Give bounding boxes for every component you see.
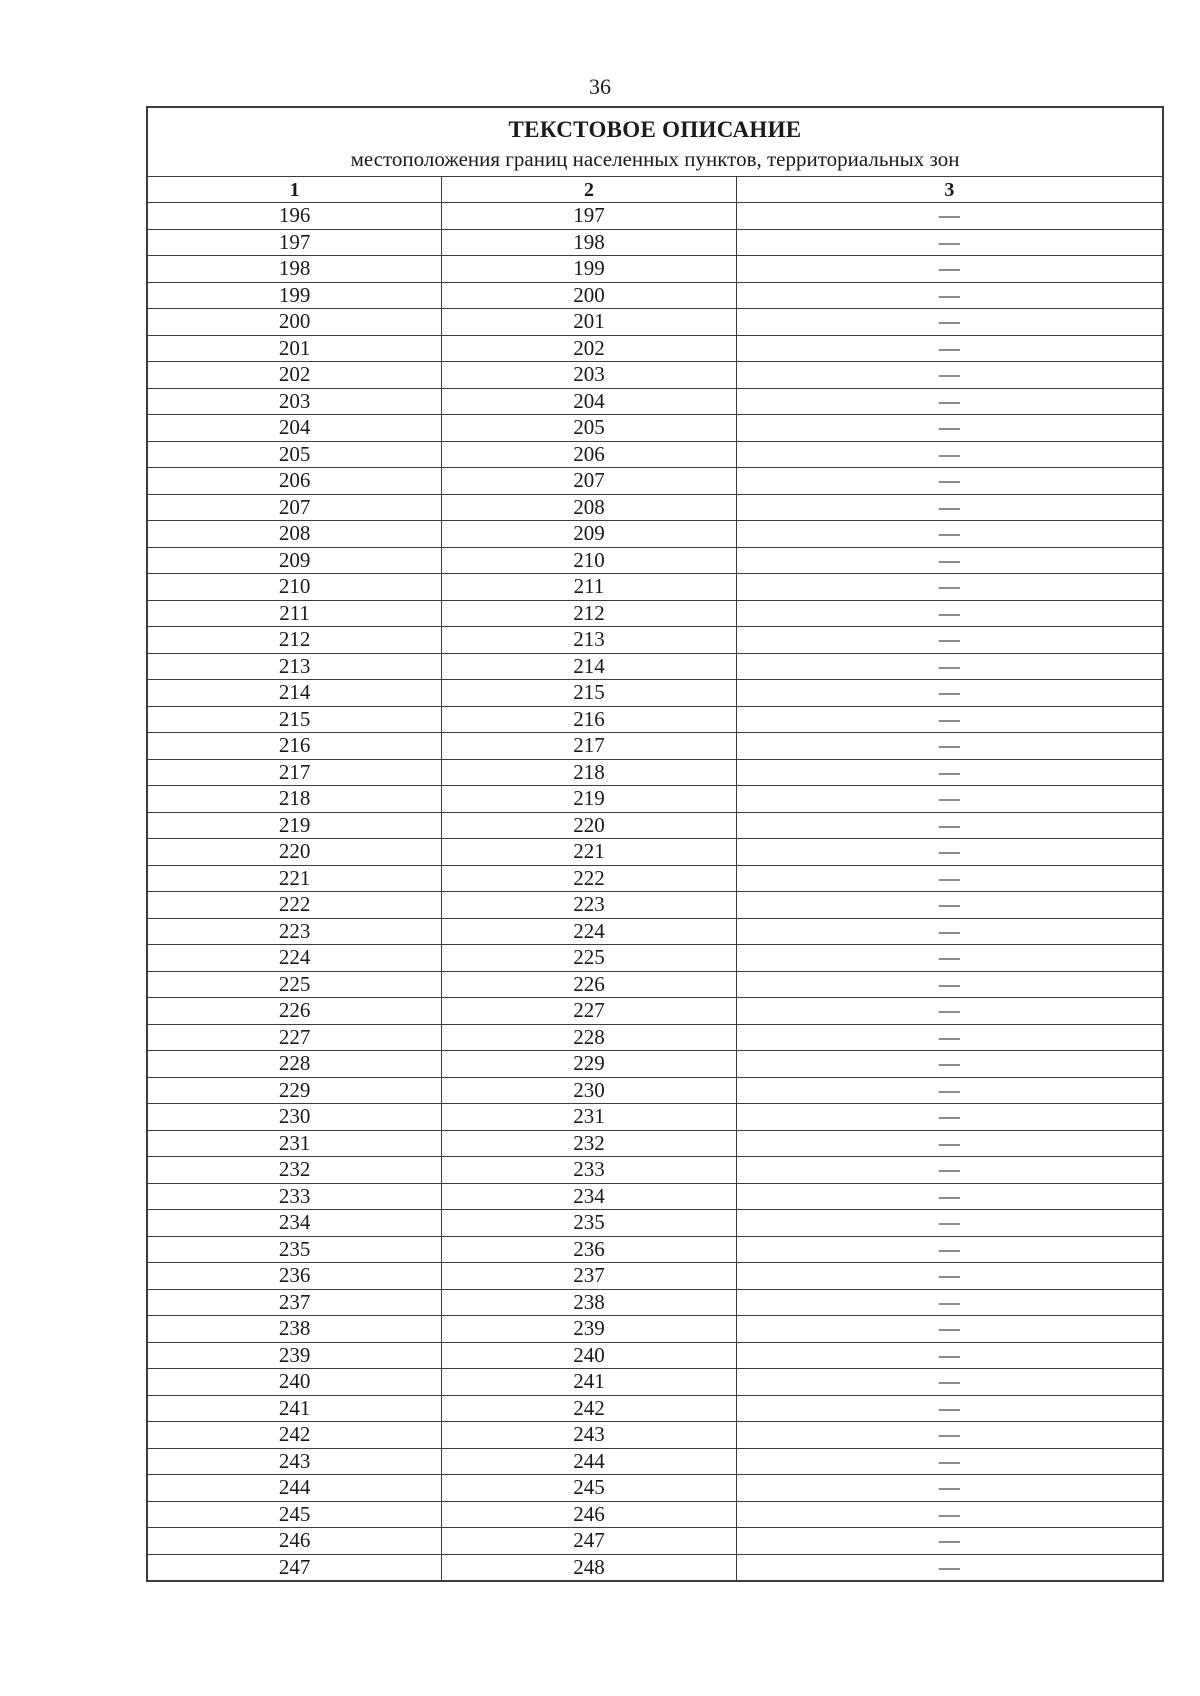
table-row bbox=[147, 706, 1163, 733]
table-cell-col1: 203 bbox=[147, 388, 442, 415]
table-row bbox=[147, 1448, 1163, 1475]
table-row bbox=[147, 1501, 1163, 1528]
table-row bbox=[147, 865, 1163, 892]
table-cell-col1: 236 bbox=[147, 1263, 442, 1290]
table-cell-col2: 223 bbox=[442, 892, 737, 919]
table-cell-col2: 215 bbox=[442, 680, 737, 707]
table-cell-col1: 196 bbox=[147, 203, 442, 230]
table-cell-col3: — bbox=[736, 1395, 1163, 1422]
table-row bbox=[147, 1130, 1163, 1157]
table-cell-col3: — bbox=[736, 945, 1163, 972]
boundary-description-table bbox=[146, 106, 1164, 1582]
table-cell-col3: — bbox=[736, 309, 1163, 336]
table-row bbox=[147, 388, 1163, 415]
table-cell-col1: 221 bbox=[147, 865, 442, 892]
table-cell-col3: — bbox=[736, 733, 1163, 760]
table-row bbox=[147, 680, 1163, 707]
table-cell-col3: — bbox=[736, 1104, 1163, 1131]
table-row bbox=[147, 1395, 1163, 1422]
table-cell-col3: — bbox=[736, 574, 1163, 601]
table-row bbox=[147, 1077, 1163, 1104]
table-cell-col2: 203 bbox=[442, 362, 737, 389]
table-cell-col1: 241 bbox=[147, 1395, 442, 1422]
table-cell-col2: 214 bbox=[442, 653, 737, 680]
table-cell-col1: 234 bbox=[147, 1210, 442, 1237]
table-cell-col2: 233 bbox=[442, 1157, 737, 1184]
table-cell-col3: — bbox=[736, 1157, 1163, 1184]
table-row bbox=[147, 733, 1163, 760]
table-cell-col3: — bbox=[736, 759, 1163, 786]
table-cell-col2: 228 bbox=[442, 1024, 737, 1051]
table-cell-col1: 246 bbox=[147, 1528, 442, 1555]
table-cell-col3: — bbox=[736, 812, 1163, 839]
table-row bbox=[147, 203, 1163, 230]
table-cell-col3: — bbox=[736, 1183, 1163, 1210]
table-cell-col2: 213 bbox=[442, 627, 737, 654]
table-cell-col1: 222 bbox=[147, 892, 442, 919]
table-cell-col2: 210 bbox=[442, 547, 737, 574]
table-cell-col1: 197 bbox=[147, 229, 442, 256]
table-cell-col3: — bbox=[736, 1369, 1163, 1396]
table-row bbox=[147, 627, 1163, 654]
table-cell-col1: 228 bbox=[147, 1051, 442, 1078]
table-cell-col1: 215 bbox=[147, 706, 442, 733]
table-cell-col2: 237 bbox=[442, 1263, 737, 1290]
table-cell-col2: 243 bbox=[442, 1422, 737, 1449]
table-cell-col2: 242 bbox=[442, 1395, 737, 1422]
table-cell-col3: — bbox=[736, 494, 1163, 521]
table-cell-col1: 237 bbox=[147, 1289, 442, 1316]
table-cell-col1: 216 bbox=[147, 733, 442, 760]
table-cell-col1: 219 bbox=[147, 812, 442, 839]
table-cell-col1: 217 bbox=[147, 759, 442, 786]
table-row bbox=[147, 547, 1163, 574]
table-cell-col1: 200 bbox=[147, 309, 442, 336]
table-row bbox=[147, 971, 1163, 998]
table-cell-col1: 212 bbox=[147, 627, 442, 654]
table-cell-col2: 211 bbox=[442, 574, 737, 601]
table-cell-col1: 208 bbox=[147, 521, 442, 548]
table-cell-col2: 207 bbox=[442, 468, 737, 495]
table-cell-col2: 227 bbox=[442, 998, 737, 1025]
table-cell-col3: — bbox=[736, 547, 1163, 574]
table-title: ТЕКСТОВОЕ ОПИСАНИЕ bbox=[508, 117, 802, 142]
table-cell-col1: 224 bbox=[147, 945, 442, 972]
table-cell-col2: 221 bbox=[442, 839, 737, 866]
table-cell-col3: — bbox=[736, 998, 1163, 1025]
column-header-3: 3 bbox=[736, 177, 1163, 203]
table-cell-col1: 247 bbox=[147, 1554, 442, 1581]
table-cell-col1: 220 bbox=[147, 839, 442, 866]
table-cell-col3: — bbox=[736, 1051, 1163, 1078]
table-cell-col2: 230 bbox=[442, 1077, 737, 1104]
table-cell-col3: — bbox=[736, 521, 1163, 548]
table-cell-col3: — bbox=[736, 786, 1163, 813]
table-cell-col3: — bbox=[736, 203, 1163, 230]
table-cell-col1: 202 bbox=[147, 362, 442, 389]
table-row bbox=[147, 362, 1163, 389]
table-row bbox=[147, 918, 1163, 945]
table-cell-col1: 231 bbox=[147, 1130, 442, 1157]
table-row bbox=[147, 1289, 1163, 1316]
table-cell-col2: 235 bbox=[442, 1210, 737, 1237]
table-cell-col2: 216 bbox=[442, 706, 737, 733]
table-row bbox=[147, 653, 1163, 680]
table-row bbox=[147, 1554, 1163, 1581]
table-cell-col2: 208 bbox=[442, 494, 737, 521]
table-cell-col2: 239 bbox=[442, 1316, 737, 1343]
table-cell-col3: — bbox=[736, 971, 1163, 998]
table-cell-col2: 224 bbox=[442, 918, 737, 945]
table-row bbox=[147, 335, 1163, 362]
table-row bbox=[147, 1422, 1163, 1449]
table-cell-col2: 236 bbox=[442, 1236, 737, 1263]
table-cell-col1: 245 bbox=[147, 1501, 442, 1528]
table-cell-col2: 245 bbox=[442, 1475, 737, 1502]
table-cell-col2: 198 bbox=[442, 229, 737, 256]
table-cell-col1: 230 bbox=[147, 1104, 442, 1131]
table-cell-col3: — bbox=[736, 627, 1163, 654]
table-cell-col1: 242 bbox=[147, 1422, 442, 1449]
table-row bbox=[147, 309, 1163, 336]
table-subtitle: местоположения границ населенных пунктов, территориальных зон bbox=[350, 147, 960, 171]
table-cell-col2: 220 bbox=[442, 812, 737, 839]
table-cell-col3: — bbox=[736, 362, 1163, 389]
column-header-2: 2 bbox=[442, 177, 737, 203]
table-cell-col3: — bbox=[736, 918, 1163, 945]
table-row bbox=[147, 1236, 1163, 1263]
table-cell-col3: — bbox=[736, 1528, 1163, 1555]
table-cell-col3: — bbox=[736, 892, 1163, 919]
table-row bbox=[147, 1316, 1163, 1343]
table-cell-col2: 222 bbox=[442, 865, 737, 892]
table-cell-col1: 226 bbox=[147, 998, 442, 1025]
table-cell-col1: 210 bbox=[147, 574, 442, 601]
table-cell-col2: 202 bbox=[442, 335, 737, 362]
table-cell-col2: 244 bbox=[442, 1448, 737, 1475]
table-cell-col1: 227 bbox=[147, 1024, 442, 1051]
page-number: 36 bbox=[589, 74, 611, 99]
table-row bbox=[147, 1528, 1163, 1555]
column-header-1: 1 bbox=[147, 177, 442, 203]
table-body bbox=[147, 107, 1163, 1581]
table-cell-col1: 209 bbox=[147, 547, 442, 574]
table-cell-col3: — bbox=[736, 1554, 1163, 1581]
table-cell-col3: — bbox=[736, 839, 1163, 866]
table-cell-col2: 218 bbox=[442, 759, 737, 786]
table-cell-col3: — bbox=[736, 1210, 1163, 1237]
table-cell-col3: — bbox=[736, 1342, 1163, 1369]
table-cell-col2: 248 bbox=[442, 1554, 737, 1581]
table-cell-col2: 197 bbox=[442, 203, 737, 230]
table-cell-col3: — bbox=[736, 335, 1163, 362]
table-row bbox=[147, 282, 1163, 309]
table-row bbox=[147, 945, 1163, 972]
table-row bbox=[147, 1104, 1163, 1131]
table-cell-col3: — bbox=[736, 1422, 1163, 1449]
table-cell-col1: 213 bbox=[147, 653, 442, 680]
table-cell-col2: 225 bbox=[442, 945, 737, 972]
table-row bbox=[147, 1342, 1163, 1369]
table-cell-col1: 207 bbox=[147, 494, 442, 521]
table-cell-col2: 241 bbox=[442, 1369, 737, 1396]
table-cell-col3: — bbox=[736, 1289, 1163, 1316]
table-row bbox=[147, 892, 1163, 919]
table-row bbox=[147, 441, 1163, 468]
table-cell-col1: 214 bbox=[147, 680, 442, 707]
table-row bbox=[147, 786, 1163, 813]
table-cell-col2: 238 bbox=[442, 1289, 737, 1316]
table-cell-col3: — bbox=[736, 865, 1163, 892]
table-row bbox=[147, 1024, 1163, 1051]
table-cell-col1: 223 bbox=[147, 918, 442, 945]
table-cell-col2: 240 bbox=[442, 1342, 737, 1369]
table-cell-col3: — bbox=[736, 706, 1163, 733]
table-row bbox=[147, 574, 1163, 601]
table-cell-col3: — bbox=[736, 1501, 1163, 1528]
table-header-row bbox=[147, 177, 1163, 203]
table-cell-col2: 219 bbox=[442, 786, 737, 813]
table-cell-col3: — bbox=[736, 1448, 1163, 1475]
table-cell-col1: 199 bbox=[147, 282, 442, 309]
table-caption bbox=[147, 107, 1163, 177]
table-cell-col3: — bbox=[736, 1024, 1163, 1051]
table-cell-col2: 200 bbox=[442, 282, 737, 309]
table-row bbox=[147, 998, 1163, 1025]
table-cell-col1: 239 bbox=[147, 1342, 442, 1369]
table-cell-col1: 206 bbox=[147, 468, 442, 495]
table-cell-col1: 201 bbox=[147, 335, 442, 362]
table-row bbox=[147, 1369, 1163, 1396]
table-cell-col3: — bbox=[736, 1316, 1163, 1343]
table-cell-col3: — bbox=[736, 1263, 1163, 1290]
table-row bbox=[147, 1157, 1163, 1184]
table-cell-col1: 238 bbox=[147, 1316, 442, 1343]
table-cell-col2: 209 bbox=[442, 521, 737, 548]
table-cell-col3: — bbox=[736, 256, 1163, 283]
table-row bbox=[147, 1051, 1163, 1078]
table-row bbox=[147, 1183, 1163, 1210]
table-cell-col3: — bbox=[736, 1130, 1163, 1157]
table-cell-col2: 206 bbox=[442, 441, 737, 468]
table-cell-col3: — bbox=[736, 388, 1163, 415]
table-cell-col1: 211 bbox=[147, 600, 442, 627]
table-cell-col2: 205 bbox=[442, 415, 737, 442]
table-cell-col2: 229 bbox=[442, 1051, 737, 1078]
table-cell-col1: 205 bbox=[147, 441, 442, 468]
table-cell-col1: 229 bbox=[147, 1077, 442, 1104]
table-row bbox=[147, 521, 1163, 548]
table-row bbox=[147, 1263, 1163, 1290]
table-cell-col1: 233 bbox=[147, 1183, 442, 1210]
table-cell-col3: — bbox=[736, 680, 1163, 707]
table-cell-col1: 198 bbox=[147, 256, 442, 283]
table-row bbox=[147, 839, 1163, 866]
table-row bbox=[147, 468, 1163, 495]
table-row bbox=[147, 494, 1163, 521]
table-cell-col3: — bbox=[736, 468, 1163, 495]
table-cell-col1: 243 bbox=[147, 1448, 442, 1475]
table-cell-col2: 231 bbox=[442, 1104, 737, 1131]
table-cell-col2: 217 bbox=[442, 733, 737, 760]
table-cell-col2: 246 bbox=[442, 1501, 737, 1528]
table-cell-col3: — bbox=[736, 282, 1163, 309]
table-cell-col3: — bbox=[736, 415, 1163, 442]
table-cell-col2: 201 bbox=[442, 309, 737, 336]
table-cell-col2: 199 bbox=[442, 256, 737, 283]
table-cell-col1: 225 bbox=[147, 971, 442, 998]
table-cell-col3: — bbox=[736, 1077, 1163, 1104]
table-row bbox=[147, 229, 1163, 256]
table-cell-col3: — bbox=[736, 229, 1163, 256]
table-cell-col3: — bbox=[736, 1475, 1163, 1502]
table-cell-col2: 232 bbox=[442, 1130, 737, 1157]
table-caption-row bbox=[147, 107, 1163, 177]
table-cell-col2: 204 bbox=[442, 388, 737, 415]
table-cell-col1: 232 bbox=[147, 1157, 442, 1184]
table-row bbox=[147, 1210, 1163, 1237]
table-row bbox=[147, 812, 1163, 839]
table-row bbox=[147, 600, 1163, 627]
table-cell-col2: 226 bbox=[442, 971, 737, 998]
table-cell-col1: 235 bbox=[147, 1236, 442, 1263]
table-row bbox=[147, 415, 1163, 442]
table-cell-col3: — bbox=[736, 600, 1163, 627]
table-cell-col1: 244 bbox=[147, 1475, 442, 1502]
table-cell-col2: 212 bbox=[442, 600, 737, 627]
table-row bbox=[147, 759, 1163, 786]
table-cell-col1: 204 bbox=[147, 415, 442, 442]
table-row bbox=[147, 1475, 1163, 1502]
table-cell-col2: 234 bbox=[442, 1183, 737, 1210]
table-cell-col1: 218 bbox=[147, 786, 442, 813]
table-cell-col3: — bbox=[736, 653, 1163, 680]
table-cell-col2: 247 bbox=[442, 1528, 737, 1555]
table-row bbox=[147, 256, 1163, 283]
table-cell-col3: — bbox=[736, 441, 1163, 468]
table-cell-col1: 240 bbox=[147, 1369, 442, 1396]
table-cell-col3: — bbox=[736, 1236, 1163, 1263]
